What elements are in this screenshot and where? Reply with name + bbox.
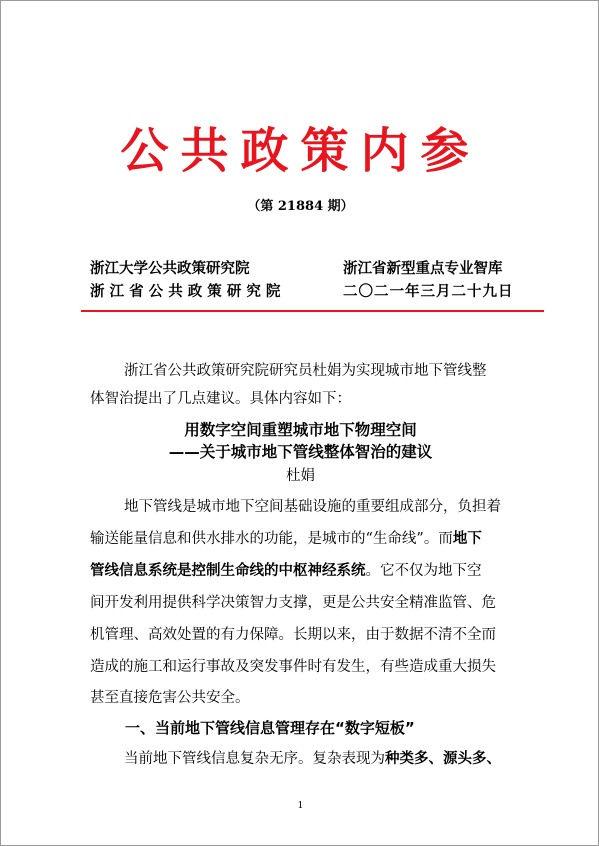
body-line: 间开发利用提供科学决策智力支撑，更是公共安全精准监管、危 <box>90 595 496 611</box>
article-author: 杜娟 <box>286 468 315 484</box>
body-line: 机管理、高效处置的有力保障。长期以来，由于数据不清不全而 <box>90 627 496 643</box>
article-title: 用数字空间重塑城市地下物理空间 <box>184 421 417 439</box>
body-line: 造成的施工和运行事故及突发事件时有发生，有些造成重大损失 <box>90 659 496 675</box>
issue-number: （第 21884 期） <box>247 199 354 214</box>
intro-line-2: 体智治提出了几点建议。具体内容如下： <box>90 391 351 407</box>
body-line: 管线信息系统是控制生命线的中枢神经系统。它不仅为地下空 <box>90 562 482 579</box>
publisher-line-1: 浙江大学公共政策研究院 <box>90 260 250 277</box>
article-subtitle: ——关于城市地下管线整体智治的建议 <box>168 443 433 461</box>
page-number: 1 <box>297 801 304 811</box>
body-line: 甚至直接危害公共安全。 <box>90 690 250 706</box>
masthead-title: 公共政策内参 <box>120 123 481 179</box>
header-divider <box>81 310 544 312</box>
section-heading: 一、当前地下管线信息管理存在“数字短板” <box>125 719 415 737</box>
think-tank-label: 浙江省新型重点专业智库 <box>343 260 503 277</box>
body-line: 地下管线是城市地下空间基础设施的重要组成部分，负担着 <box>124 499 501 515</box>
emphasis-text: 管线信息系统是控制生命线的中枢神经系统 <box>90 562 366 579</box>
body-line: 当前地下管线信息复杂无序。复杂表现为种类多、源头多、 <box>124 750 501 767</box>
publisher-line-2: 浙 江 省 公 共 政 策 研 究 院 <box>90 283 281 300</box>
publish-date: 二〇二一年三月二十九日 <box>343 283 514 300</box>
emphasis-text: 种类多、源头多、 <box>385 750 501 767</box>
intro-line-1: 浙江省公共政策研究院研究员杜娟为实现城市地下管线整 <box>124 363 487 379</box>
body-line: 输送能量信息和供水排水的功能，是城市的“生命线”。而地下 <box>90 530 482 547</box>
emphasis-text: 地下 <box>452 530 482 547</box>
